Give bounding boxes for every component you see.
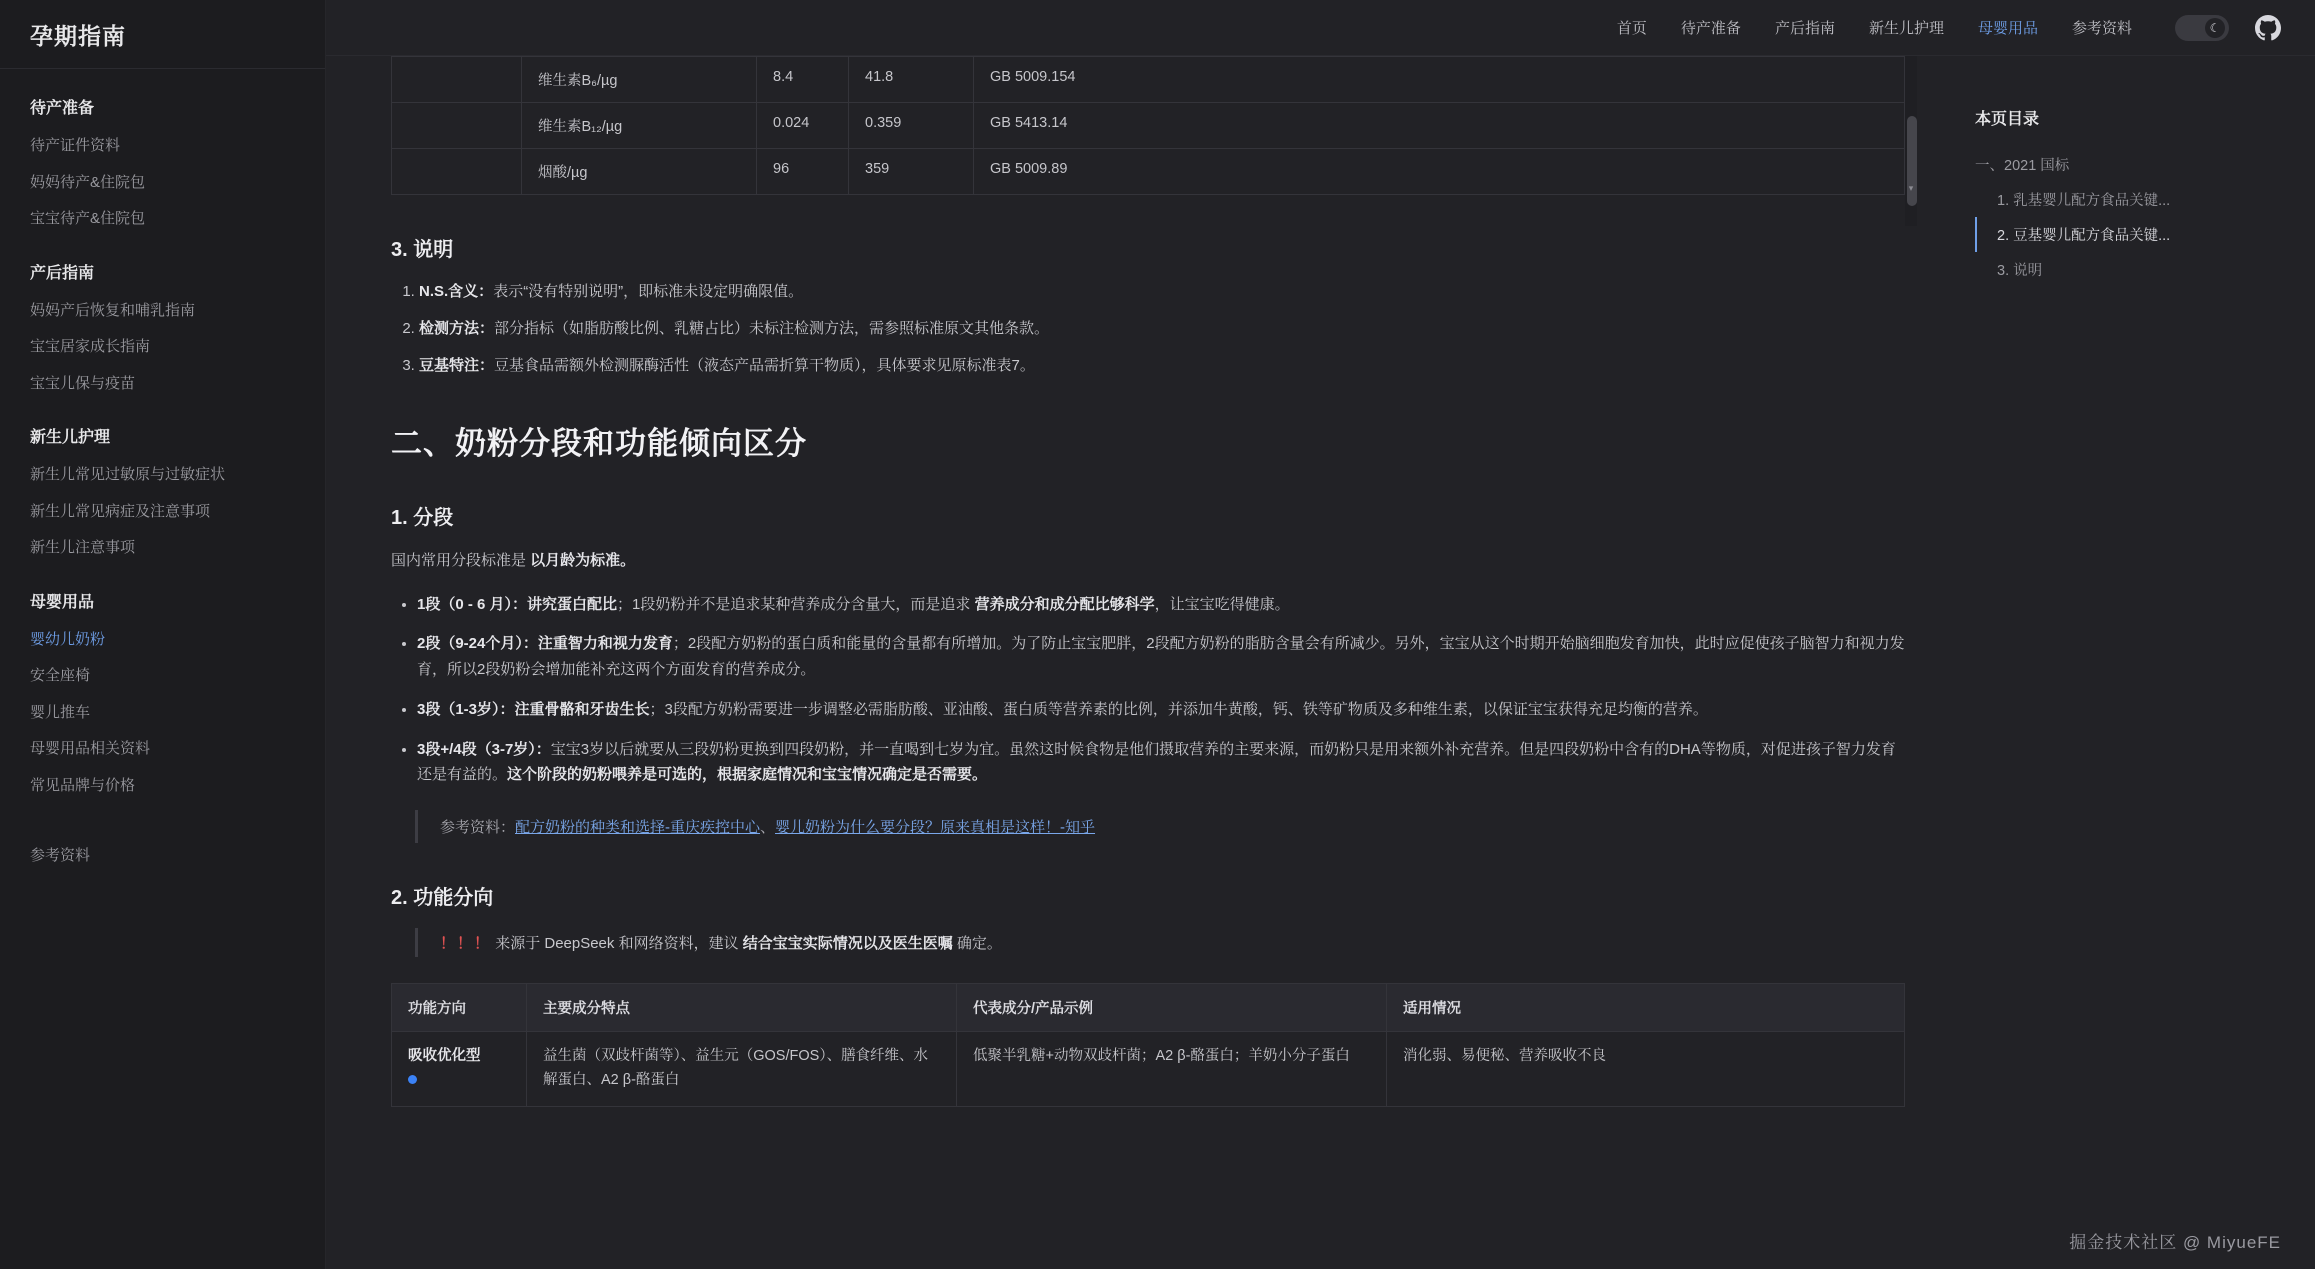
list-item (419, 280, 1905, 304)
list-item (417, 592, 1905, 618)
tip-bold: 结合宝宝实际情况以及医生医嘱 (742, 935, 953, 953)
list-item (417, 737, 1905, 789)
cell-examples: 低聚半乳糖+动物双歧杆菌；A2 β-酪蛋白；羊奶小分子蛋白 (957, 1032, 1387, 1107)
topnav-item-supplies[interactable]: 母婴用品 (1977, 20, 2038, 37)
stage-text-1: ；3段配方奶粉需要进一步调整必需脂肪酸、亚油酸、蛋白质等营养素的比例，并添加牛黄酸，钙、铁等矿物质及多种维生素，以保证宝宝获得充足均衡的营养。 (649, 700, 1708, 718)
topnav-item-postpartum[interactable]: 产后指南 (1774, 20, 1835, 37)
theme-toggle[interactable] (2175, 15, 2229, 41)
stage-bold-2: 营养成分和成分配比够科学 (974, 595, 1155, 613)
tip-text-2: 确定。 (952, 935, 1002, 953)
stages-intro (391, 548, 1905, 574)
table-header-row (392, 984, 1905, 1032)
topnav-item-references[interactable]: 参考资料 (2071, 20, 2132, 37)
reference-label: 参考资料： (440, 819, 516, 837)
sidebar-group-0 (0, 83, 325, 238)
note-term: N.S.含义： (419, 283, 494, 300)
main-row (326, 56, 2315, 1269)
brand-title: 孕期指南 (0, 0, 325, 69)
sidebar-item-3-1[interactable]: 安全座椅 (30, 667, 91, 684)
function-tip (415, 928, 1905, 957)
reference-blockquote (415, 810, 1905, 843)
stage-bold-1: 讲究蛋白配比 (527, 595, 618, 613)
sidebar-group-title: 新生儿护理 (30, 429, 111, 446)
list-item (417, 697, 1905, 723)
toc-title: 本页目录 (1975, 111, 2040, 128)
note-text: 豆基食品需额外检测脲酶活性（液态产品需折算干物质），具体要求见原标准表7。 (494, 357, 1035, 374)
stage-title: 3段+/4段（3-7岁）： (417, 740, 551, 758)
reference-separator: 、 (760, 819, 776, 837)
cell-max: 0.359 (849, 103, 974, 149)
table-row (392, 149, 1905, 195)
col-features: 主要成分特点 (527, 984, 957, 1032)
chevron-down-icon[interactable]: ▾ (1908, 182, 1914, 193)
stage-bold-2: 这个阶段的奶粉喂养是可选的，根据家庭情况和宝宝情况确定是否需要。 (507, 766, 988, 784)
cell-cases: 消化弱、易便秘、营养吸收不良 (1387, 1032, 1905, 1107)
cell-max: 41.8 (849, 57, 974, 103)
col-cases: 适用情况 (1387, 984, 1905, 1032)
notes-list (391, 280, 1905, 378)
stage-title: 1段（0 - 6 月）： (417, 595, 528, 613)
cell-std: GB 5009.154 (974, 57, 1905, 103)
sidebar-item-references[interactable]: 参考资料 (30, 847, 91, 864)
table-of-contents (1945, 56, 2315, 1269)
cell-min: 8.4 (757, 57, 849, 103)
cell-name: 维生素B₆/µg (522, 57, 757, 103)
note-text: 部分指标（如脂肪酸比例、乳糖占比）未标注检测方法，需参照标准原文其他条款。 (494, 320, 1050, 337)
reference-link-2[interactable]: 婴儿奶粉为什么要分段？原来真相是这样！-知乎 (775, 819, 1096, 837)
sidebar-group-title: 产后指南 (30, 264, 95, 282)
stages-intro-bold: 以月龄为标准。 (530, 552, 636, 569)
sidebar-item-3-4[interactable]: 常见品牌与价格 (30, 776, 136, 794)
sidebar-group-2 (0, 412, 325, 567)
note-term: 检测方法： (419, 320, 495, 337)
cell-std: GB 5009.89 (974, 149, 1905, 195)
cell-group (392, 149, 522, 195)
subsection-heading-stages: 1. 分段 (391, 507, 454, 529)
sidebar-item-0-2[interactable]: 宝宝待产&住院包 (30, 210, 146, 227)
sidebar-item-1-1[interactable]: 宝宝居家成长指南 (30, 338, 151, 355)
cell-direction (392, 1032, 527, 1107)
cell-group (392, 57, 522, 103)
stage-bold-1: 注重智力和视力发育 (537, 635, 673, 653)
subsection-heading-functions: 2. 功能分向 (391, 887, 494, 910)
col-examples: 代表成分/产品示例 (957, 984, 1387, 1032)
section-heading-two: 二、奶粉分段和功能倾向区分 (391, 426, 807, 461)
cell-min: 96 (757, 149, 849, 195)
sidebar-item-1-2[interactable]: 宝宝儿保与疫苗 (30, 374, 136, 392)
stages-intro-prefix: 国内常用分段标准是 (391, 552, 531, 569)
topnav-item-newborn[interactable]: 新生儿护理 (1868, 20, 1944, 37)
toc-item-2[interactable]: 2. 豆基婴儿配方食品关键... (1975, 217, 2285, 252)
sidebar-item-2-0[interactable]: 新生儿常见过敏原与过敏症状 (30, 466, 226, 483)
cell-group (392, 103, 522, 149)
list-item (417, 631, 1905, 683)
cell-name: 维生素B₁₂/µg (522, 103, 757, 149)
sidebar-item-0-1[interactable]: 妈妈待产&住院包 (30, 173, 146, 191)
function-name: 吸收优化型 (408, 1048, 481, 1065)
function-table (391, 983, 1905, 1107)
sidebar-item-0-0[interactable]: 待产证件资料 (30, 137, 121, 154)
nutrient-table-wrapper (391, 56, 1914, 195)
topnav-item-prep[interactable]: 待产准备 (1680, 20, 1741, 37)
note-text: 表示“没有特别说明”，即标准未设定明确限值。 (493, 283, 804, 300)
tip-text-1: 来源于 DeepSeek 和网络资料，建议 (495, 935, 743, 953)
table-row (392, 1032, 1905, 1107)
watermark: 掘金技术社区 @ MiyueFE (2069, 1233, 2281, 1252)
stage-bold-1: 注重骨骼和牙齿生长 (514, 700, 650, 718)
table-row (392, 57, 1905, 103)
sidebar-item-3-3[interactable]: 母婴用品相关资料 (30, 740, 151, 757)
cell-features: 益生菌（双歧杆菌等）、益生元（GOS/FOS）、膳食纤维、水解蛋白、A2 β-酪蛋白 (527, 1032, 957, 1107)
topnav-item-home[interactable]: 首页 (1616, 20, 1647, 37)
top-navbar (326, 0, 2315, 56)
list-item (419, 317, 1905, 341)
moon-icon: ☾ (2205, 18, 2225, 38)
sidebar-group-title: 母婴用品 (30, 593, 95, 611)
cell-min: 0.024 (757, 103, 849, 149)
stage-list (391, 592, 1905, 789)
stage-text-1: ；1段奶粉并不是追求某种营养成分含量大，而是追求 (617, 595, 975, 613)
content-column (326, 0, 2315, 1269)
table-row (392, 103, 1905, 149)
warning-marker: ！！！ (440, 935, 492, 953)
stage-title: 2段（9-24个月）： (417, 635, 538, 653)
nutrient-table (391, 56, 1905, 195)
stage-title: 3段（1-3岁）： (417, 700, 515, 718)
sidebar-item-2-2[interactable]: 新生儿注意事项 (30, 539, 136, 556)
sidebar-group-title: 待产准备 (30, 100, 95, 117)
sidebar (0, 0, 326, 1269)
sidebar-group-3 (0, 577, 325, 805)
cell-max: 359 (849, 149, 974, 195)
col-direction: 功能方向 (392, 984, 527, 1032)
sidebar-item-1-0[interactable]: 妈妈产后恢复和哺乳指南 (30, 301, 196, 319)
toc-item-3[interactable]: 3. 说明 (1997, 263, 2043, 279)
note-term: 豆基特注： (419, 357, 495, 374)
stage-text-2: ，让宝宝吃得健康。 (1154, 595, 1290, 613)
cell-name: 烟酸/µg (522, 149, 757, 195)
sidebar-spacer (0, 814, 325, 838)
stage-text-1: 宝宝3岁以后就要从三段奶粉更换到四段奶粉，并一直喝到七岁为宜。虽然这时候食物是他们摄取营养的主要来源，而奶粉只是用来额外补充营养。但是四段奶粉中含有的DHA等物质，对促进孩子智力发育还是有益的。 (417, 740, 1896, 784)
sidebar-item-3-0[interactable]: 婴幼儿奶粉 (30, 630, 106, 648)
stage-text-1: ；2段配方奶粉的蛋白质和能量的含量都有所增加。为了防止宝宝肥胖，2段配方奶粉的脂肪含量会有所减少。另外，宝宝从这个时期开始脑细胞发育加快，此时应促使孩子脑智力和视力发育，所以2段奶粉会增加能补充这两个方面发育的营养成分。 (417, 635, 1905, 679)
section-heading-notes: 3. 说明 (391, 239, 454, 261)
sidebar-item-2-1[interactable]: 新生儿常见病症及注意事项 (30, 502, 211, 520)
github-icon[interactable] (2255, 15, 2281, 41)
bullet-dot-icon (408, 1075, 417, 1084)
toc-item-1[interactable]: 1. 乳基婴儿配方食品关键... (1997, 193, 2171, 209)
article-body (326, 56, 1945, 1269)
sidebar-item-3-2[interactable]: 婴儿推车 (30, 703, 91, 721)
cell-std: GB 5413.14 (974, 103, 1905, 149)
sidebar-group-1 (0, 248, 325, 403)
toc-item-0[interactable]: 一、2021 国标 (1975, 158, 2070, 174)
reference-link-1[interactable]: 配方奶粉的种类和选择-重庆疾控中心 (515, 819, 761, 837)
list-item (419, 354, 1905, 378)
